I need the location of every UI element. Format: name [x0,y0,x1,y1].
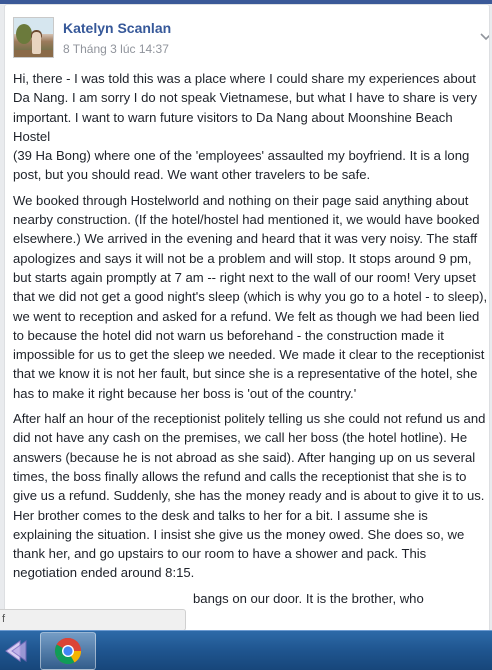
avatar[interactable] [13,17,54,58]
post-paragraph-2: We booked through Hostelworld and nothing on their page said anything about nearby construction. (If the hotel/hostel had mentioned it, we would have booked elsewhere.) We arrived in the evening and heard that it was very noisy. The staff apologizes and says it will not be a problem and will stop. It stops around 9 pm, but starts again promptly at 7 am -- right next to the wall of our room! Very upset that we did not get a good night's sleep (which is why you go to a hotel - to sleep), we went to reception and asked for a refund. We felt as though we had been lied to because the hotel did not warn us beforehand - the construction made it impossible for us to get the sleep we needed. We made it clear to the receptionist that we know it is not her fault, but since she is a representative of the hotel, she has to make it right because her boss is 'out of the country.' [13,192,488,401]
taskbar [0,630,492,670]
post-timestamp[interactable]: 8 Tháng 3 lúc 14:37 [63,42,169,56]
chrome-taskbar-button[interactable] [40,632,96,670]
tooltip-text: f [2,613,6,625]
taskbar-tooltip [0,609,186,631]
facebook-post [4,4,490,644]
chrome-icon [54,637,82,665]
chevron-down-icon[interactable] [479,32,490,42]
post-paragraph-4: bangs on our door. It is the brother, who [193,590,424,606]
author-name[interactable]: Katelyn Scanlan [63,20,172,36]
post-paragraph-3: After half an hour of the receptionist politely telling us she could not refund us and did not have any cash on the premises, we call her boss (the hotel hotline). He answers (because he is not abroad as she said). After hanging up on us several times, the boss finally allows the refund and calls the receptionist that she is to give us a refund. Suddenly, she has the money ready and is about to give it to us. Her brother comes to the desk and talks to her for a bit. I assume she is explaining the situation. I insist she give us the money owed. She does so, we thank her, and go upstairs to our room to have a shower and pack. This negotiation ended around 8:15. [13,411,486,581]
post-body [13,69,489,614]
post-paragraph-1: Hi, there - I was told this was a place where I could share my experiences about Da Nang. I am sorry I do not speak Vietnamese, but what I have to share is very important. I want to warn future visitors to Da Nang about Moonshine Beach Hostel (39 Ha Bong) where one of the 'employees' assaulted my boyfriend. It is a long post, but you should read. We want other travelers to be safe. [13,71,478,183]
media-back-icon[interactable] [0,633,30,669]
post-header [13,17,483,63]
